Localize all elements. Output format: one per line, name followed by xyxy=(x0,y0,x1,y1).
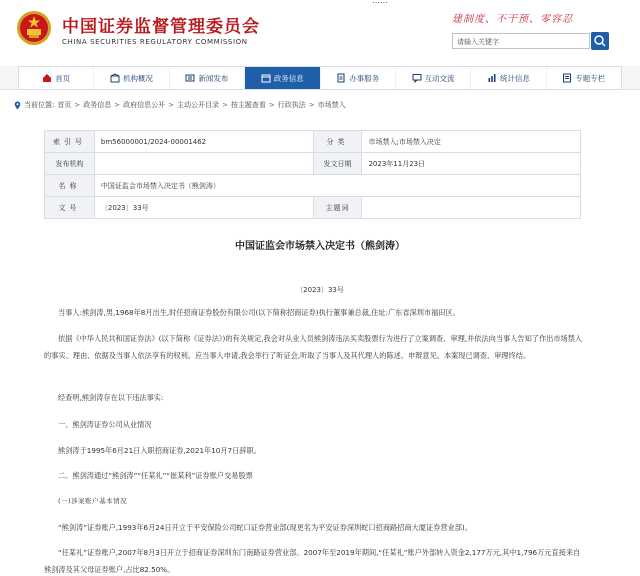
nav-item-label: 统计信息 xyxy=(499,73,530,83)
breadcrumb-item[interactable]: 行政执法 xyxy=(277,101,306,109)
section-heading: 一、熊剑涛证券公司从业情况 xyxy=(58,420,152,429)
document-number: 〔2023〕33号 xyxy=(296,286,344,294)
subject-value xyxy=(362,197,581,219)
name-label: 名称 xyxy=(45,175,95,197)
issuer-label: 发布机构 xyxy=(45,153,95,175)
nav-item-statistics[interactable] xyxy=(471,67,546,89)
breadcrumb-separator: > xyxy=(221,101,228,109)
paragraph: “任某礼”证券账户,2007年8月3日开立于招商证券深圳东门南路证券营业部。2007年至2019年期间,“任某礼”账户外部转入资金2,177万元,其中1,796万元直接来自熊剑涛及其父母证券账户,占比82.50%。 xyxy=(44,548,581,574)
service-icon xyxy=(336,73,346,83)
top-links[interactable]: …… xyxy=(372,0,388,5)
paragraph: 经查明,熊剑涛存在以下违法事实: xyxy=(58,393,164,402)
search-icon xyxy=(591,32,609,50)
nav-item-label: 机构概况 xyxy=(123,73,154,83)
docno-label: 文号 xyxy=(45,197,95,219)
chart-icon xyxy=(487,73,497,83)
site-header xyxy=(0,0,640,66)
topic-icon xyxy=(562,73,572,83)
slogan: 建制度、不干预、零容忍 xyxy=(452,14,573,25)
name-value: 中国证监会市场禁入决定书（熊剑涛） xyxy=(94,175,580,197)
document-title: 中国证监会市场禁入决定书（熊剑涛） xyxy=(235,241,405,252)
nav-item-home[interactable] xyxy=(19,67,94,89)
nav-item-label: 专题专栏 xyxy=(575,73,606,83)
nav-item-organization[interactable] xyxy=(94,67,169,89)
breadcrumb-item[interactable]: 市场禁入 xyxy=(317,101,346,109)
paragraph: 当事人:熊剑涛,男,1968年8月出生,时任招商证券股份有限公司(以下简称招商证券)执行董事兼总裁,住址:广东省深圳市福田区。 xyxy=(58,308,460,317)
index-label: 索引号 xyxy=(45,131,95,153)
breadcrumb-separator: > xyxy=(268,101,275,109)
breadcrumb-separator: > xyxy=(308,101,315,109)
section-heading: 二、熊剑涛通过“熊剑涛”“任某礼”“崔某利”证券账户交易股票 xyxy=(58,471,253,480)
breadcrumb-separator: > xyxy=(74,101,81,109)
news-icon xyxy=(185,73,195,83)
category-label: 分类 xyxy=(313,131,362,153)
chat-icon xyxy=(412,73,422,83)
date-label: 发文日期 xyxy=(313,153,362,175)
breadcrumb-item[interactable]: 首页 xyxy=(57,101,72,109)
paragraph: 熊剑涛于1995年6月21日入职招商证券,2021年10月7日辞职。 xyxy=(58,446,261,455)
nav-item-label: 政务信息 xyxy=(273,73,304,83)
breadcrumb xyxy=(14,100,346,110)
main-nav xyxy=(0,66,640,90)
document-icon xyxy=(261,73,271,83)
search-button[interactable] xyxy=(591,32,609,50)
category-value: 市场禁入;市场禁入决定 xyxy=(362,131,581,153)
location-pin-icon xyxy=(14,101,21,110)
building-icon xyxy=(110,73,120,83)
index-value: bm56000001/2024-00001462 xyxy=(94,131,313,153)
breadcrumb-prefix: 当前位置: xyxy=(24,101,55,109)
subsection-heading: (一)涉案账户基本情况 xyxy=(58,497,128,505)
nav-item-news[interactable] xyxy=(170,67,245,89)
document-metadata-table xyxy=(44,130,581,219)
date-value: 2023年11月23日 xyxy=(362,153,581,175)
nav-item-services[interactable] xyxy=(321,67,396,89)
table-row xyxy=(45,131,581,153)
paragraph: 依据《中华人民共和国证券法》(以下简称《证券法》)的有关规定,我会对从业人员熊剑涛违法买卖股票行为进行了立案调查、审理,并依法向当事人告知了作出市场禁入的事实、理由、依据及当事人依法享有的权利。应当事人申请,我会举行了听证会,听取了当事人及其代理人的陈述、申辩意见。本案现已调查、审理终结。 xyxy=(44,334,583,360)
site-title-en: CHINA SECURITIES REGULATORY COMMISSION xyxy=(62,38,248,46)
nav-item-gov-info[interactable] xyxy=(245,67,320,89)
nav-item-label: 办事服务 xyxy=(349,73,380,83)
subject-label: 主题词 xyxy=(313,197,362,219)
table-row xyxy=(45,197,581,219)
search-input[interactable]: 请输入关键字 xyxy=(452,33,590,49)
national-emblem-icon[interactable] xyxy=(16,10,52,46)
table-row xyxy=(45,175,581,197)
breadcrumb-separator: > xyxy=(114,101,121,109)
nav-item-label: 首页 xyxy=(55,73,71,83)
breadcrumb-item[interactable]: 按主题查看 xyxy=(230,101,266,109)
site-title-cn[interactable]: 中国证券监督管理委员会 xyxy=(62,17,260,37)
issuer-value xyxy=(94,153,313,175)
breadcrumb-separator: > xyxy=(168,101,174,109)
nav-item-interaction[interactable] xyxy=(396,67,471,89)
nav-item-topics[interactable] xyxy=(547,67,621,89)
breadcrumb-item[interactable]: 政务信息 xyxy=(83,101,112,109)
breadcrumb-item[interactable]: 主动公开目录 xyxy=(176,101,219,109)
breadcrumb-item[interactable]: 政府信息公开 xyxy=(123,101,166,109)
paragraph: “熊剑涛”证券账户,1993年6月24日开立于平安保险公司蛇口证券营业部(现更名为平安证券深圳蛇口招商路招商大厦证券营业部)。 xyxy=(58,523,472,532)
table-row xyxy=(45,153,581,175)
home-icon xyxy=(42,73,52,83)
nav-item-label: 互动交流 xyxy=(424,73,455,83)
docno-value: 〔2023〕33号 xyxy=(94,197,313,219)
nav-item-label: 新闻发布 xyxy=(198,73,229,83)
